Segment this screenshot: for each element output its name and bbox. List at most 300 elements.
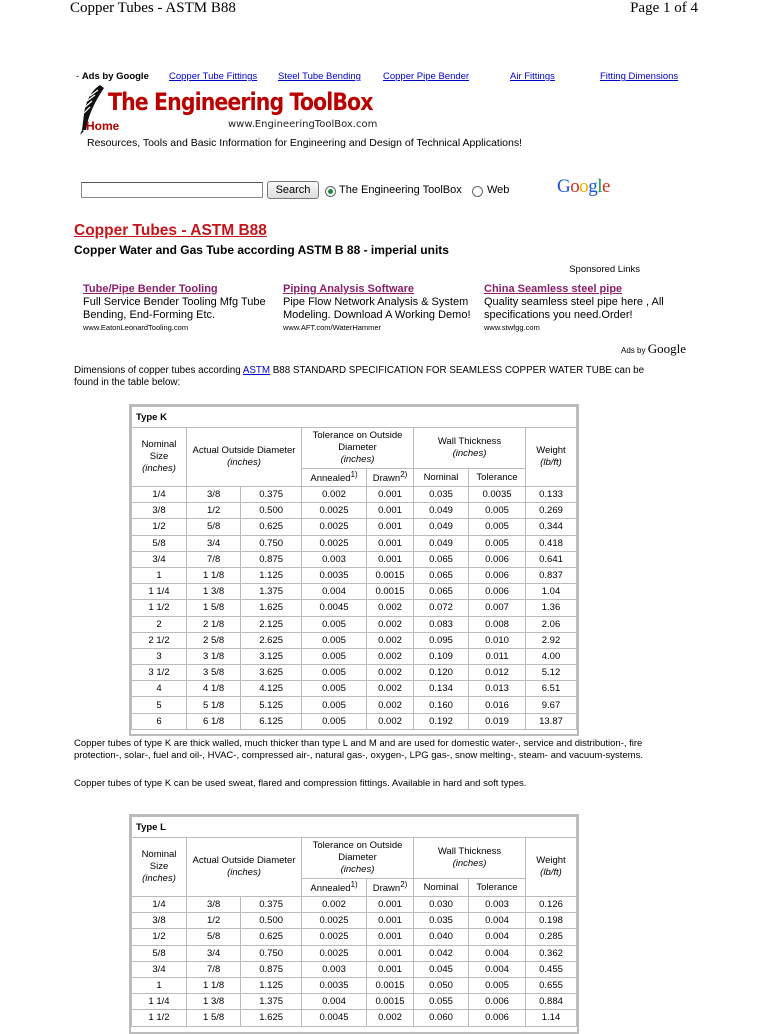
header-wall-unit: (inches) [452,448,487,459]
table-cell: 3/8 [132,503,187,519]
header-weight-label: Weight [536,445,566,456]
table-cell: 0.040 [414,929,469,945]
table-cell: 0.269 [526,503,577,519]
header-weight [526,428,577,487]
header-tolerance [302,428,414,469]
table-cell: 3 1/2 [132,665,187,681]
table-cell: 0.006 [469,584,526,600]
sponsored-links-label: Sponsored Links [569,264,640,275]
header-weight-unit: (lb/ft) [540,457,562,468]
table-cell: 0.625 [241,519,302,535]
table-cell: 1 5/8 [187,1010,241,1026]
table-cell: 0.655 [526,977,577,993]
table-cell: 0.002 [302,897,367,913]
ads-by-label: Ads by [621,346,646,355]
sponsored-ad-desc: Pipe Flow Network Analysis & System Modeling. Download A Working Demo! [283,296,471,321]
site-url: www.EngineeringToolBox.com [228,119,378,130]
table-cell: 0.008 [469,616,526,632]
header-annealed-sup: 1) [350,470,358,480]
table-cell: 0.0025 [302,945,367,961]
site-logo[interactable] [74,84,378,136]
table-cell: 1 5/8 [187,600,241,616]
table-cell: 0.065 [414,567,469,583]
table-cell: 1 1/8 [187,567,241,583]
table-cell: 4.125 [241,681,302,697]
table-cell: 6.125 [241,713,302,729]
print-page-number: Page 1 of 4 [630,0,698,16]
table-cell: 0.500 [241,503,302,519]
table-cell: 0.001 [367,535,414,551]
header-weight-unit: (lb/ft) [540,867,562,878]
table-cell: 0.083 [414,616,469,632]
header-drawn-sup: 2) [400,880,408,890]
header-actual-od [187,428,302,487]
table-cell: 3/8 [132,913,187,929]
intro-text-before: Dimensions of copper tubes according [74,365,243,376]
table-cell: 0.050 [414,977,469,993]
type-k-note: Copper tubes of type K are thick walled, much thicker than type L and M and are used for domestic water-, service and distribution-, fire protection-, solar-, fuel and oil-, HVAC-, compressed air-, natural gas-, oxygen-, LPG gas-, snow melting-, steam- and vacuum-systems. [74,738,643,761]
table-row [132,487,577,503]
table-row [132,584,577,600]
ad-link-copper-tube-fittings[interactable]: Copper Tube Fittings [169,71,258,82]
header-nominal-unit: (inches) [142,873,176,884]
table-row [132,994,577,1010]
table-cell: 5 1/8 [187,697,241,713]
table-cell: 0.006 [469,567,526,583]
table-cell: 1.36 [526,600,577,616]
table-row [132,600,577,616]
table-cell: 0.005 [469,535,526,551]
header-tolerance-label: Tolerance on Outside Diameter [312,430,403,453]
table-cell: 0.006 [469,1010,526,1026]
table-cell: 0.0035 [302,567,367,583]
header-drawn [367,879,414,897]
page-title[interactable]: Copper Tubes - ASTM B88 [74,222,267,239]
table-row [132,961,577,977]
table-cell: 0.055 [414,994,469,1010]
table-cell: 0.0035 [302,977,367,993]
table-cell: 1 [132,567,187,583]
table-cell: 0.875 [241,551,302,567]
table-cell: 1.375 [241,994,302,1010]
table-row [132,632,577,648]
table-cell: 0.005 [469,977,526,993]
table-cell: 0.005 [302,681,367,697]
table-cell: 0.750 [241,535,302,551]
table-cell: 0.133 [526,487,577,503]
table-type-caption: Type L [132,817,577,838]
table-row [132,697,577,713]
table-cell: 0.418 [526,535,577,551]
table-type-caption: Type K [132,407,577,428]
table-cell: 0.455 [526,961,577,977]
table-cell: 0.004 [469,929,526,945]
table-row [132,713,577,729]
table-cell: 0.006 [469,994,526,1010]
header-annealed-sup: 1) [350,880,358,890]
page-subtitle: Copper Water and Gas Tube according ASTM B 88 - imperial units [74,243,449,257]
table-cell: 0.192 [414,713,469,729]
sponsored-ad [283,283,479,332]
header-wall-tolerance: Tolerance [469,469,526,487]
header-wall-nominal: Nominal [414,469,469,487]
table-cell: 1/4 [132,897,187,913]
table-cell: 0.002 [367,600,414,616]
table-cell: 0.003 [302,551,367,567]
table-cell: 3.125 [241,648,302,664]
header-tolerance-label: Tolerance on Outside Diameter [312,840,403,863]
sponsored-ad-title[interactable]: Piping Analysis Software [283,283,415,295]
ad-link-air-fittings[interactable]: Air Fittings [510,71,555,82]
header-drawn-label: Drawn [372,473,401,485]
astm-link[interactable]: ASTM [242,365,271,376]
table-row [132,929,577,945]
table-cell: 0.005 [469,503,526,519]
header-nominal-unit: (inches) [142,463,176,474]
header-drawn-sup: 2) [400,470,408,480]
table-cell: 1 1/8 [187,977,241,993]
header-nominal-label: Nominal Size [141,849,177,872]
header-wall-nominal: Nominal [414,879,469,897]
table-cell: 0.375 [241,897,302,913]
table-cell: 0.002 [367,648,414,664]
table-cell: 0.019 [469,713,526,729]
table-row [132,977,577,993]
table-cell: 5.12 [526,665,577,681]
header-wall-label: Wall Thickness [437,436,502,447]
google-wordmark: Google [647,341,686,356]
table-cell: 0.001 [367,503,414,519]
table-cell: 0.002 [367,665,414,681]
table-row [132,567,577,583]
table-cell: 0.003 [469,897,526,913]
table-cell: 0.010 [469,632,526,648]
table-cell: 3 5/8 [187,665,241,681]
table-cell: 0.001 [367,945,414,961]
table-cell: 1/2 [132,519,187,535]
sponsored-ad-desc: Full Service Bender Tooling Mfg Tube Bending, End-Forming Etc. [83,296,266,321]
table-cell: 3.625 [241,665,302,681]
table-cell: 1/4 [132,487,187,503]
intro-text-after: B88 STANDARD SPECIFICATION FOR SEAMLESS COPPER WATER TUBE can be found in the table below: [74,365,645,388]
home-link[interactable]: Home [86,119,120,133]
table-cell: 1.125 [241,977,302,993]
table-row [132,616,577,632]
table-cell: 2 1/2 [132,632,187,648]
table-cell: 3/4 [132,551,187,567]
header-wall-tolerance: Tolerance [469,879,526,897]
table-cell: 0.0045 [302,1010,367,1026]
table-row [132,648,577,664]
table-cell: 0.160 [414,697,469,713]
table-cell: 0.004 [302,994,367,1010]
table-cell: 5/8 [187,929,241,945]
table-cell: 0.001 [367,897,414,913]
header-weight [526,838,577,897]
table-cell: 0.005 [469,519,526,535]
table-cell: 0.065 [414,584,469,600]
type-k-note: Copper tubes of type K can be used sweat, flared and compression fittings. Available in hard and soft types. [74,778,527,789]
table-cell: 1/2 [187,503,241,519]
table-cell: 1.625 [241,1010,302,1026]
table-cell: 0.0025 [302,913,367,929]
header-actual-od-unit: (inches) [227,867,261,878]
table-cell: 0.016 [469,697,526,713]
table-cell: 3 1/8 [187,648,241,664]
radio-engineering-toolbox[interactable] [325,186,336,197]
table-cell: 0.0025 [302,929,367,945]
table-cell: 0.641 [526,551,577,567]
table-cell: 2 1/8 [187,616,241,632]
ads-by-google[interactable]: Ads by Google [81,71,149,82]
table-cell: 0.134 [414,681,469,697]
table-cell: 4.00 [526,648,577,664]
table-cell: 0.120 [414,665,469,681]
table-cell: 0.0025 [302,503,367,519]
table-cell: 0.875 [241,961,302,977]
table-cell: 7/8 [187,961,241,977]
table-cell: 0.344 [526,519,577,535]
table-cell: 0.0035 [469,487,526,503]
table-cell: 3 [132,648,187,664]
table-cell: 0.001 [367,913,414,929]
sponsored-ad-desc: Quality seamless steel pipe here , All specifications you need.Order! [484,296,664,321]
table-cell: 0.060 [414,1010,469,1026]
table-cell: 0.012 [469,665,526,681]
table-cell: 0.002 [302,487,367,503]
header-annealed [302,879,367,897]
table-cell: 1 1/2 [132,600,187,616]
sponsored-ad-title[interactable]: China Seamless steel pipe [484,283,623,295]
table-cell: 3/4 [132,961,187,977]
table-cell: 1 1/2 [132,1010,187,1026]
table-cell: 0.625 [241,929,302,945]
table-cell: 0.002 [367,632,414,648]
table-cell: 0.007 [469,600,526,616]
header-tolerance-unit: (inches) [340,864,375,875]
table-cell: 1 1/4 [132,584,187,600]
table-cell: 0.285 [526,929,577,945]
table-cell: 1.375 [241,584,302,600]
table-cell: 0.005 [302,697,367,713]
table-cell: 0.002 [367,697,414,713]
intro-paragraph [74,365,654,389]
sponsored-ad [484,283,680,332]
table-cell: 1.625 [241,600,302,616]
table-cell: 2.625 [241,632,302,648]
table-cell: 0.126 [526,897,577,913]
table-cell: 1.125 [241,567,302,583]
sponsored-ad-url[interactable]: www.AFT.com/WaterHammer [283,323,382,332]
table-cell: 0.002 [367,681,414,697]
table-cell: 0.045 [414,961,469,977]
table-cell: 0.005 [302,713,367,729]
table-cell: 0.001 [367,929,414,945]
header-tolerance-unit: (inches) [340,454,375,465]
table-cell: 7/8 [187,551,241,567]
header-annealed-label: Annealed [310,473,351,485]
table-cell: 0.049 [414,535,469,551]
table-cell: 0.0015 [367,977,414,993]
table-cell: 0.006 [469,551,526,567]
table-cell: 0.004 [469,945,526,961]
table-cell: 1 1/4 [132,994,187,1010]
table-cell: 0.109 [414,648,469,664]
radio-web[interactable] [472,186,483,197]
table-cell: 0.095 [414,632,469,648]
sponsored-ad [83,283,279,332]
table-cell: 0.005 [302,616,367,632]
table-cell: 5/8 [132,945,187,961]
ad-links-row [76,71,696,82]
table-cell: 0.011 [469,648,526,664]
header-wall-unit: (inches) [452,858,487,869]
site-tagline: Resources, Tools and Basic Information for Engineering and Design of Technical Applications! [87,137,523,149]
table-cell: 0.035 [414,913,469,929]
table-cell: 2.92 [526,632,577,648]
table-cell: 5.125 [241,697,302,713]
search-input[interactable] [81,182,263,198]
header-nominal-label: Nominal Size [141,439,177,462]
ad-link-steel-tube-bending[interactable]: Steel Tube Bending [278,71,361,82]
table-cell: 1.04 [526,584,577,600]
table-cell: 6 [132,713,187,729]
site-name: The Engineering ToolBox [108,88,373,116]
table-cell: 0.750 [241,945,302,961]
table-cell: 0.042 [414,945,469,961]
ads-by-google-small[interactable] [621,341,686,357]
table-cell: 4 [132,681,187,697]
table-cell: 0.362 [526,945,577,961]
table-cell: 5 [132,697,187,713]
table-cell: 0.0015 [367,567,414,583]
table-cell: 0.004 [469,961,526,977]
table-cell: 1 3/8 [187,584,241,600]
table-cell: 0.013 [469,681,526,697]
table-cell: 0.049 [414,503,469,519]
table-cell: 0.837 [526,567,577,583]
table-cell: 0.884 [526,994,577,1010]
ad-link-copper-pipe-bender[interactable]: Copper Pipe Bender [383,71,470,82]
header-nominal-size [132,428,187,487]
table-cell: 0.065 [414,551,469,567]
type-k-table [131,406,577,730]
ads-prefix: - [76,71,82,82]
table-cell: 3/8 [187,487,241,503]
search-button[interactable]: Search [267,181,319,199]
header-wall-thickness [414,838,526,879]
table-cell: 0.0025 [302,519,367,535]
header-weight-label: Weight [536,855,566,866]
table-cell: 0.072 [414,600,469,616]
table-cell: 0.004 [302,584,367,600]
table-cell: 0.005 [302,665,367,681]
header-actual-od-label: Actual Outside Diameter [192,445,296,456]
table-cell: 13.87 [526,713,577,729]
table-cell: 2 5/8 [187,632,241,648]
table-cell: 0.002 [367,713,414,729]
radio-engineering-toolbox-label: The Engineering ToolBox [339,184,462,196]
table-cell: 3/4 [187,535,241,551]
table-row [132,945,577,961]
table-row [132,503,577,519]
header-nominal-size [132,838,187,897]
table-row [132,681,577,697]
header-actual-od [187,838,302,897]
header-wall-thickness [414,428,526,469]
table-cell: 5/8 [187,519,241,535]
table-cell: 0.001 [367,487,414,503]
table-row [132,665,577,681]
table-cell: 0.375 [241,487,302,503]
table-cell: 0.002 [367,1010,414,1026]
header-wall-label: Wall Thickness [437,846,502,857]
table-cell: 0.0015 [367,994,414,1010]
table-cell: 0.001 [367,551,414,567]
table-cell: 0.0045 [302,600,367,616]
sponsored-ad-url[interactable]: www.EatonLeonardTooling.com [83,323,189,332]
table-cell: 0.005 [302,648,367,664]
table-row [132,551,577,567]
table-cell: 6 1/8 [187,713,241,729]
table-cell: 0.002 [367,616,414,632]
table-cell: 3/8 [187,897,241,913]
google-logo: Google [557,176,610,197]
table-cell: 3/4 [187,945,241,961]
ad-link-fitting-dimensions[interactable]: Fitting Dimensions [600,71,679,82]
table-cell: 0.0025 [302,535,367,551]
table-cell: 0.198 [526,913,577,929]
table-cell: 0.0015 [367,584,414,600]
print-title: Copper Tubes - ASTM B88 [70,0,236,16]
table-cell: 2 [132,616,187,632]
table-row [132,897,577,913]
table-cell: 0.500 [241,913,302,929]
table-cell: 0.049 [414,519,469,535]
table-cell: 0.030 [414,897,469,913]
sponsored-ad-title[interactable]: Tube/Pipe Bender Tooling [83,283,218,295]
table-cell: 2.125 [241,616,302,632]
header-annealed [302,469,367,487]
table-cell: 9.67 [526,697,577,713]
table-cell: 0.001 [367,519,414,535]
table-row [132,913,577,929]
table-row [132,535,577,551]
table-cell: 0.001 [367,961,414,977]
table-cell: 0.005 [302,632,367,648]
table-cell: 4 1/8 [187,681,241,697]
table-cell: 0.004 [469,913,526,929]
table-cell: 6.51 [526,681,577,697]
table-cell: 0.035 [414,487,469,503]
header-actual-od-label: Actual Outside Diameter [192,855,296,866]
header-annealed-label: Annealed [310,883,351,895]
table-cell: 1.14 [526,1010,577,1026]
radio-web-label: Web [487,184,510,196]
table-cell: 2.06 [526,616,577,632]
table-cell: 5/8 [132,535,187,551]
table-cell: 1/2 [187,913,241,929]
header-drawn [367,469,414,487]
header-drawn-label: Drawn [372,883,401,895]
table-cell: 0.003 [302,961,367,977]
table-cell: 1 [132,977,187,993]
sponsored-ad-url[interactable]: www.stwfgg.com [484,323,540,332]
header-tolerance [302,838,414,879]
table-row [132,519,577,535]
table-cell: 1/2 [132,929,187,945]
table-cell: 1 3/8 [187,994,241,1010]
